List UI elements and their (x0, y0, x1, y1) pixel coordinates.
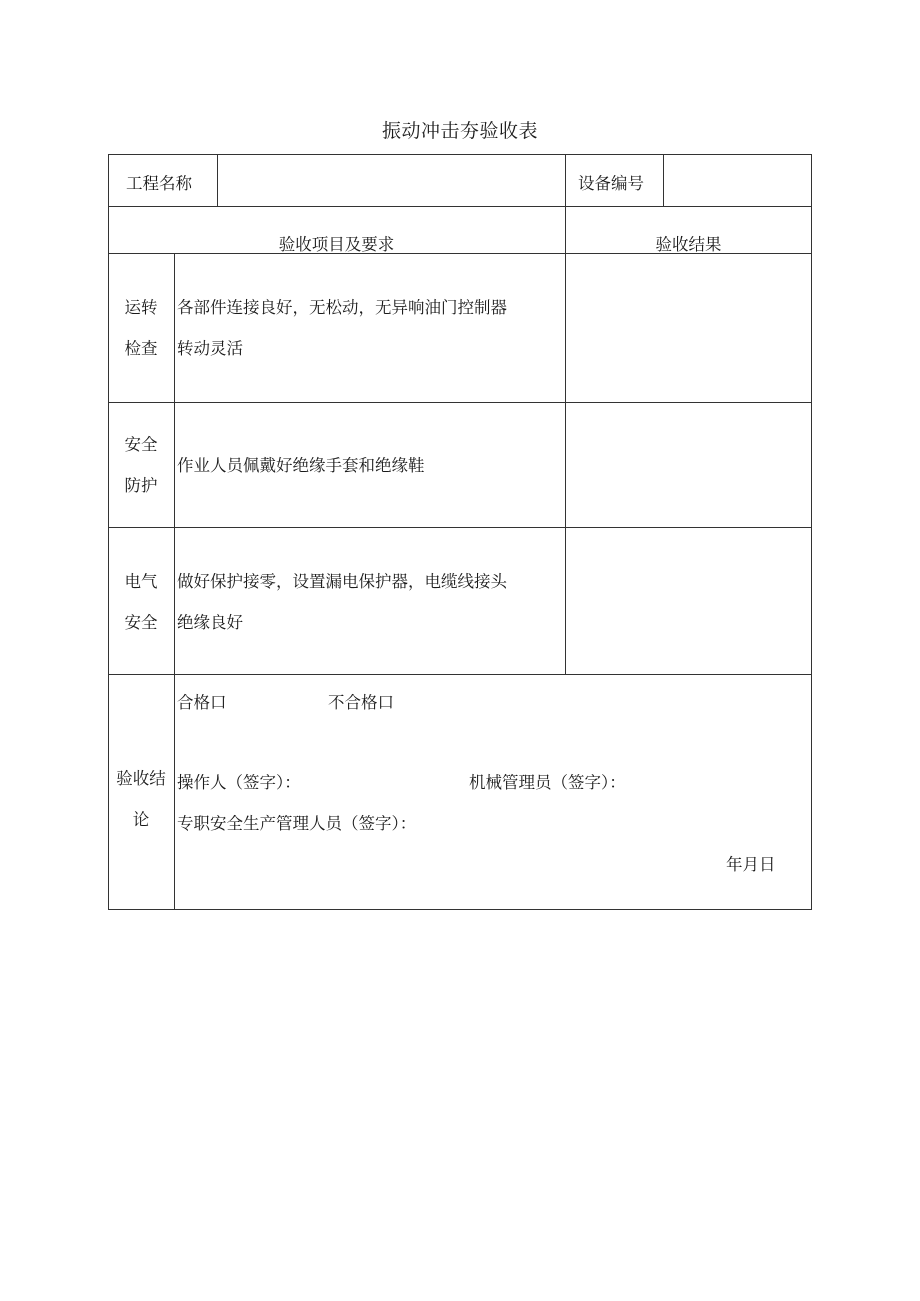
result-field[interactable] (568, 405, 809, 525)
table-border-right (811, 154, 812, 910)
table-rule (108, 206, 812, 207)
result-field[interactable] (568, 256, 809, 400)
category-label: 安全 (124, 613, 158, 632)
category-label: 检查 (124, 339, 158, 358)
safety-manager-signature[interactable]: 专职安全生产管理人员（签字）： (177, 814, 417, 833)
table-rule-vertical (174, 253, 175, 910)
machine-manager-signature[interactable]: 机械管理员（签字）： (469, 773, 626, 792)
device-number-field[interactable] (666, 156, 809, 204)
requirement-text: 转动灵活 (177, 339, 243, 358)
conclusion-label: 验收结 论 (116, 769, 166, 829)
requirement-text: 做好保护接零，设置漏电保护器，电缆线接头 (177, 572, 507, 591)
table-border-bottom (108, 909, 812, 910)
category-cell (108, 561, 174, 643)
table-rule-vertical (565, 253, 566, 674)
category-cell (108, 424, 174, 506)
requirement-text: 各部件连接良好，无松动，无异响油门控制器 (177, 298, 507, 317)
unqualified-checkbox[interactable]: 不合格口 (328, 693, 394, 712)
requirement-cell (177, 445, 425, 486)
project-name-field[interactable] (220, 156, 562, 204)
table-rule-vertical (217, 154, 218, 206)
table-border-top (108, 154, 812, 155)
requirement-cell (177, 561, 507, 643)
table-rule (108, 674, 812, 675)
table-rule (108, 527, 812, 528)
requirement-text: 绝缘良好 (177, 613, 243, 632)
table-rule (108, 402, 812, 403)
acceptance-table (108, 154, 812, 910)
qualified-checkbox[interactable]: 合格口 (177, 693, 227, 712)
category-label: 运转 (124, 298, 158, 317)
requirement-cell (177, 287, 507, 369)
project-name-label: 工程名称 (126, 174, 192, 193)
category-label: 防护 (124, 476, 158, 495)
category-cell (108, 287, 174, 369)
page-title: 振动冲击夯验收表 (381, 120, 538, 142)
category-label: 安全 (124, 435, 158, 454)
result-field[interactable] (568, 530, 809, 672)
operator-signature[interactable]: 操作人（签字）： (177, 773, 301, 792)
requirement-text: 作业人员佩戴好绝缘手套和绝缘鞋 (177, 456, 425, 475)
result-column-header: 验收结果 (655, 235, 722, 254)
device-number-label: 设备编号 (578, 174, 644, 193)
category-label: 电气 (124, 572, 158, 591)
table-rule-vertical (663, 154, 664, 206)
items-column-header: 验收项目及要求 (278, 235, 395, 254)
date-field[interactable]: 年月日 (726, 855, 776, 874)
